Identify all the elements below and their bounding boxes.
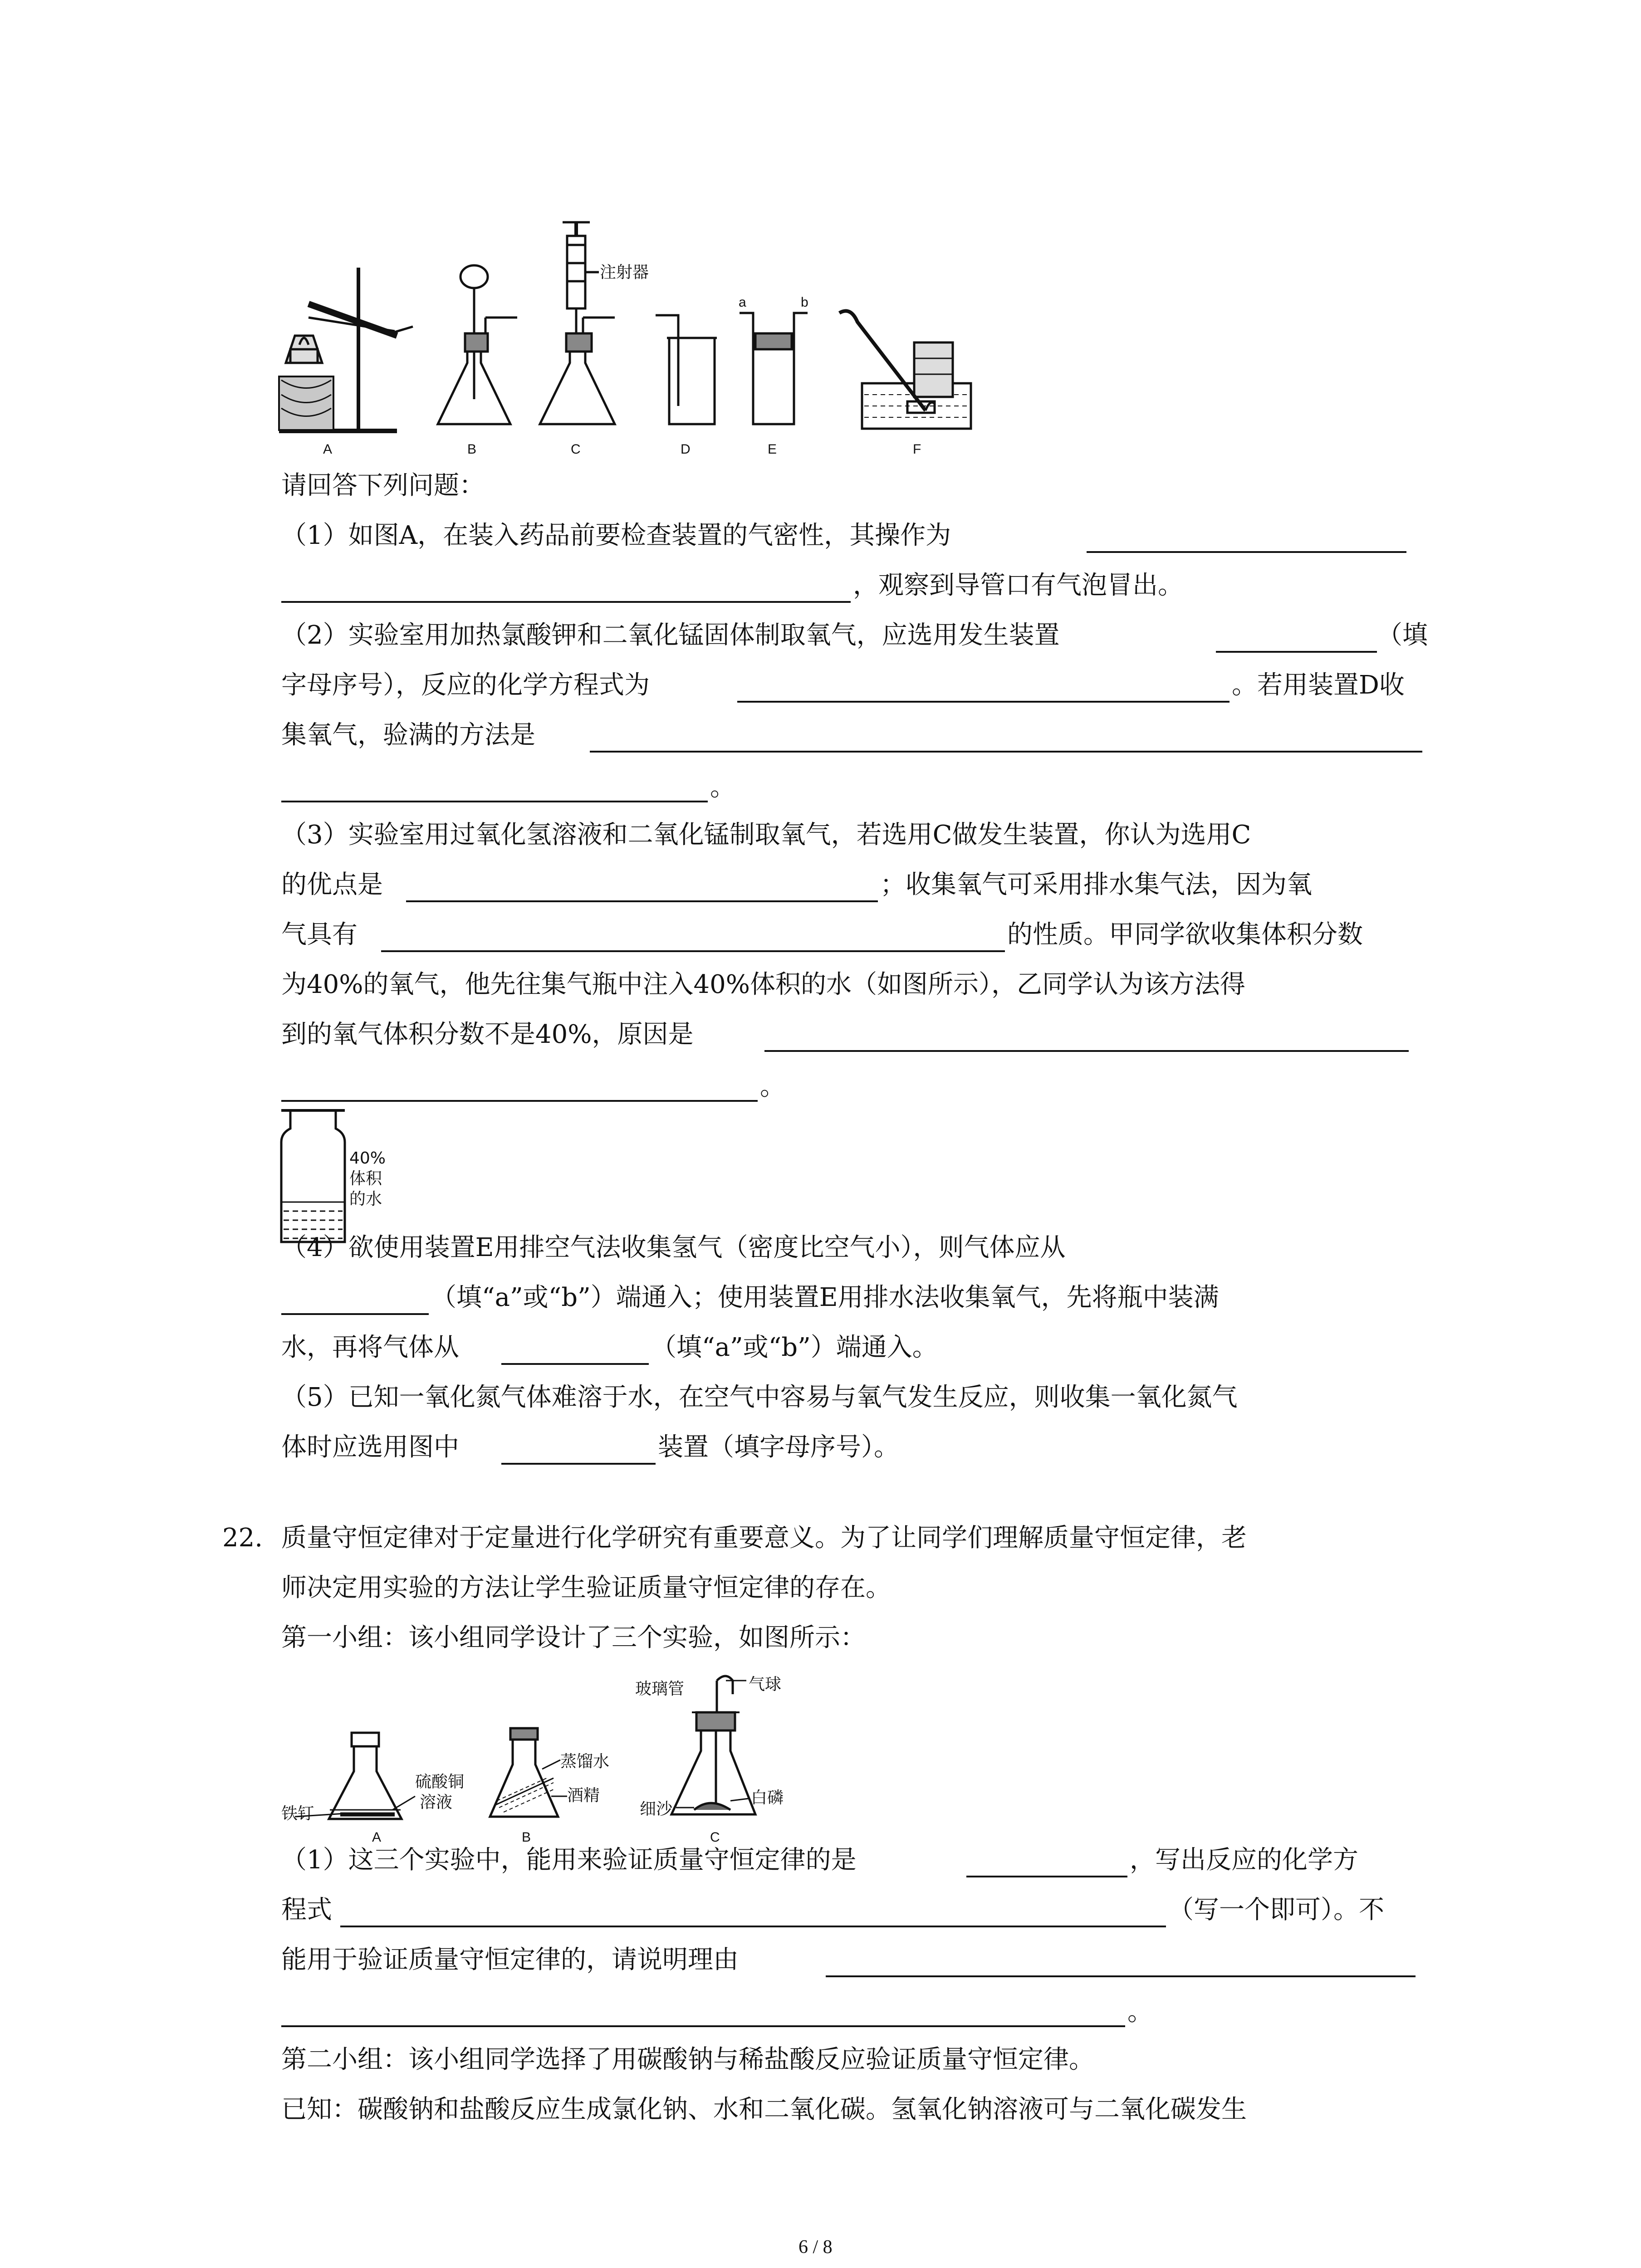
answer-blank-11[interactable] [966, 1876, 1127, 1877]
q21-part4-b: （填“a”或“b”）端通入；使用装置E用排水法收集氧气，先将瓶中装满 [431, 1283, 1219, 1312]
port-a-label: a [739, 295, 746, 310]
q22-number: 22. [222, 1523, 263, 1553]
q21-part5-a: （5）已知一氧化氮气体难溶于水，在空气中容易与氧气发生反应，则收集一氧化氮气 [281, 1383, 1238, 1412]
label-b: B [467, 442, 477, 457]
page-number: 6 / 8 [798, 2237, 833, 2258]
fig2-label-c: C [710, 1830, 720, 1845]
q21-part3-e: 的性质。甲同学欲收集体积分数 [1007, 920, 1363, 949]
q21-part3-b: 的优点是 [281, 870, 383, 899]
iron-nail-label: 铁钉 [281, 1804, 314, 1823]
q21-part2-d: 。若用装置D收 [1232, 670, 1405, 700]
bottle-label-1: 40% [349, 1149, 386, 1168]
white-phosphorus-label: 白磷 [751, 1789, 784, 1807]
q21-part2-f: 。 [710, 772, 735, 802]
bottle-label-3: 的水 [349, 1190, 382, 1208]
q22-group1: 第一小组：该小组同学设计了三个实验，如图所示： [281, 1623, 866, 1652]
label-f: F [913, 442, 921, 457]
q21-part2-e: 集氧气，验满的方法是 [281, 720, 535, 750]
distilled-water-label: 蒸馏水 [560, 1752, 610, 1771]
q21-intro: 请回答下列问题： [281, 471, 485, 500]
q22-part1-b: ，写出反应的化学方 [1130, 1845, 1358, 1875]
q21-part1-a: （1）如图A，在装入药品前要检查装置的气密性，其操作为 [281, 521, 951, 550]
q22-part1-a: （1）这三个实验中，能用来验证质量守恒定律的是 [281, 1845, 857, 1875]
q22-known: 已知：碳酸钠和盐酸反应生成氯化钠、水和二氧化碳。氢氧化钠溶液可与二氧化碳发生 [281, 2095, 1247, 2124]
fine-sand-label: 细沙 [640, 1800, 673, 1818]
q22-part1-c: 程式 [281, 1895, 332, 1925]
syringe-label: 注射器 [600, 263, 649, 282]
alcohol-label: 酒精 [567, 1786, 600, 1805]
q22-line2: 师决定用实验的方法让学生验证质量守恒定律的存在。 [281, 1573, 891, 1603]
q22-part1-f: 。 [1127, 1997, 1153, 2027]
copper-sulfate-label-2: 溶液 [420, 1793, 453, 1812]
label-c: C [571, 442, 581, 457]
fig2-label-b: B [522, 1830, 531, 1845]
q21-part3-d: 气具有 [281, 920, 358, 949]
q21-part2-c: 字母序号），反应的化学方程式为 [281, 670, 650, 700]
label-e: E [768, 442, 777, 457]
q22-group2: 第二小组：该小组同学选择了用碳酸钠与稀盐酸反应验证质量守恒定律。 [281, 2045, 1094, 2074]
q21-part2-b: （填 [1377, 621, 1428, 650]
q21-part3-f: 为40%的氧气，他先往集气瓶中注入40%体积的水（如图所示），乙同学认为该方法得 [281, 970, 1245, 999]
q21-part2-a: （2）实验室用加热氯酸钾和二氧化锰固体制取氧气，应选用发生装置 [281, 621, 1060, 650]
answer-blank-13[interactable] [826, 1975, 1416, 1977]
q22-part1-e: 能用于验证质量守恒定律的，请说明理由 [281, 1945, 739, 1975]
label-d: D [681, 442, 691, 457]
q22-line1: 质量守恒定律对于定量进行化学研究有重要意义。为了让同学们理解质量守恒定律，老 [281, 1523, 1247, 1553]
bottle-label-2: 体积 [349, 1169, 382, 1188]
q21-part3-g: 到的氧气体积分数不是40%，原因是 [281, 1020, 694, 1049]
balloon-label: 气球 [749, 1675, 782, 1694]
answer-blank-13b[interactable] [281, 2025, 1125, 2027]
q21-part1-b: ，观察到导管口有气泡冒出。 [853, 571, 1183, 600]
q21-part4-a: （4）欲使用装置E用排空气法收集氢气（密度比空气小），则气体应从 [281, 1233, 1066, 1262]
q21-part3-h: 。 [760, 1072, 785, 1101]
q21-part4-d: （填“a”或“b”）端通入。 [651, 1333, 938, 1362]
copper-sulfate-label-1: 硫酸铜 [415, 1773, 465, 1791]
q21-part5-b: 体时应选用图中 [281, 1432, 459, 1462]
q21-part3-a: （3）实验室用过氧化氢溶液和二氧化锰制取氧气，若选用C做发生装置，你认为选用C [281, 820, 1251, 850]
fig2-label-a: A [372, 1830, 382, 1845]
glass-tube-label: 玻璃管 [635, 1680, 685, 1698]
port-b-label: b [801, 295, 808, 310]
q21-part4-c: 水，再将气体从 [281, 1333, 459, 1362]
q22-part1-d: （写一个即可）。不 [1168, 1895, 1384, 1925]
q21-part5-c: 装置（填字母序号）。 [658, 1432, 899, 1462]
q21-part3-c: ；收集氧气可采用排水集气法，因为氧 [880, 870, 1312, 899]
answer-blank-12[interactable] [340, 1926, 1166, 1927]
label-a: A [323, 442, 333, 457]
